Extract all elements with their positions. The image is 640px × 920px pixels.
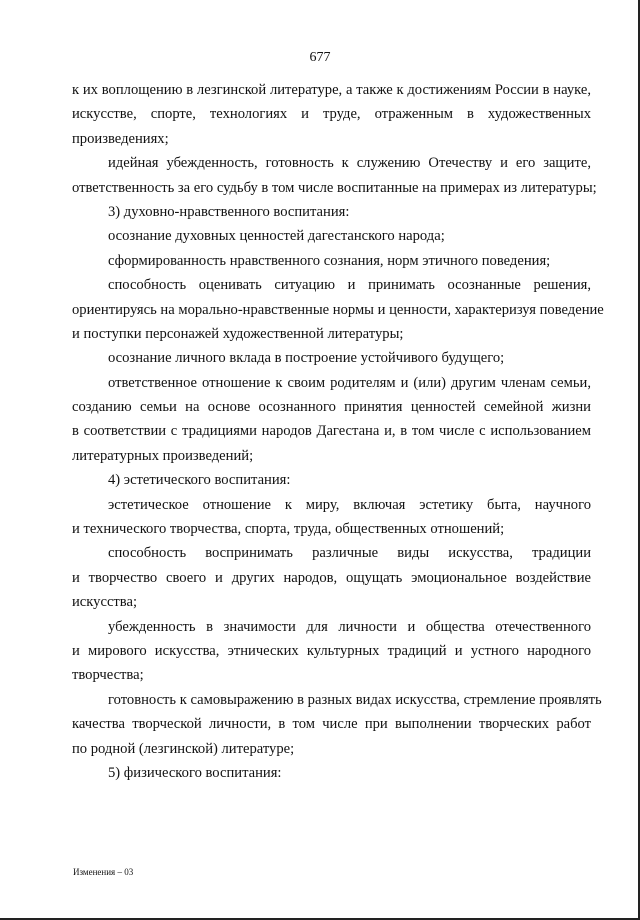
text-line: убежденность в значимости для личности и общества отечественного (108, 618, 591, 635)
page-number: 677 (309, 50, 331, 65)
text-line: осознание духовных ценностей дагестанского народа; (108, 228, 445, 245)
text-line: способность оценивать ситуацию и принимать осознанные решения, (108, 277, 591, 294)
text-line: созданию семьи на основе осознанного принятия ценностей семейной жизни (72, 399, 591, 416)
text-line: и технического творчества, спорта, труда, общественных отношений; (72, 521, 505, 538)
text-line: ответственное отношение к своим родителям и (или) другим членам семьи, (108, 374, 591, 391)
text-line: и мирового искусства, этнических культурных традиций и устного народного (72, 642, 591, 659)
footer-revision: Изменения – 03 (73, 867, 134, 877)
text-line: и поступки персонажей художественной литературы; (72, 325, 404, 342)
text-line: и творчество своего и других народов, ощущать эмоциональное воздействие (72, 569, 591, 586)
text-line: в соответствии с традициями народов Дагестана и, в том числе с использованием (72, 423, 591, 440)
body-text (72, 78, 604, 785)
text-line: по родной (лезгинской) литературе; (72, 740, 295, 757)
text-line: идейная убежденность, готовность к служению Отечеству и его защите, (108, 155, 591, 172)
text-line: к их воплощению в лезгинской литературе, а также к достижениям России в науке, (72, 82, 591, 98)
text-line: эстетическое отношение к миру, включая эстетику быта, научного (108, 496, 591, 513)
text-line: 4) эстетического воспитания: (108, 472, 291, 489)
text-line: 5) физического воспитания: (108, 764, 282, 781)
text-line: ответственность за его судьбу в том числе воспитанные на примерах из литературы; (72, 179, 597, 196)
text-line: творчества; (72, 667, 144, 684)
text-line: ориентируясь на морально-нравственные нормы и ценности, характеризуя поведение (72, 301, 604, 318)
text-line: литературных произведений; (72, 447, 254, 464)
text-line: готовность к самовыражению в разных видах искусства, стремление проявлять (108, 691, 602, 708)
text-line: качества творческой личности, в том числе при выполнении творческих работ (72, 716, 591, 733)
text-line: сформированность нравственного сознания, норм этичного поведения; (108, 252, 551, 269)
text-line: осознание личного вклада в построение устойчивого будущего; (108, 350, 505, 367)
text-line: искусства; (72, 594, 138, 611)
text-line: способность воспринимать различные виды искусства, традиции (108, 545, 591, 562)
text-line: произведениях; (72, 130, 169, 147)
text-line: искусстве, спорте, технологиях и труде, отраженным в художественных (72, 106, 591, 123)
text-line: 3) духовно-нравственного воспитания: (108, 203, 350, 220)
